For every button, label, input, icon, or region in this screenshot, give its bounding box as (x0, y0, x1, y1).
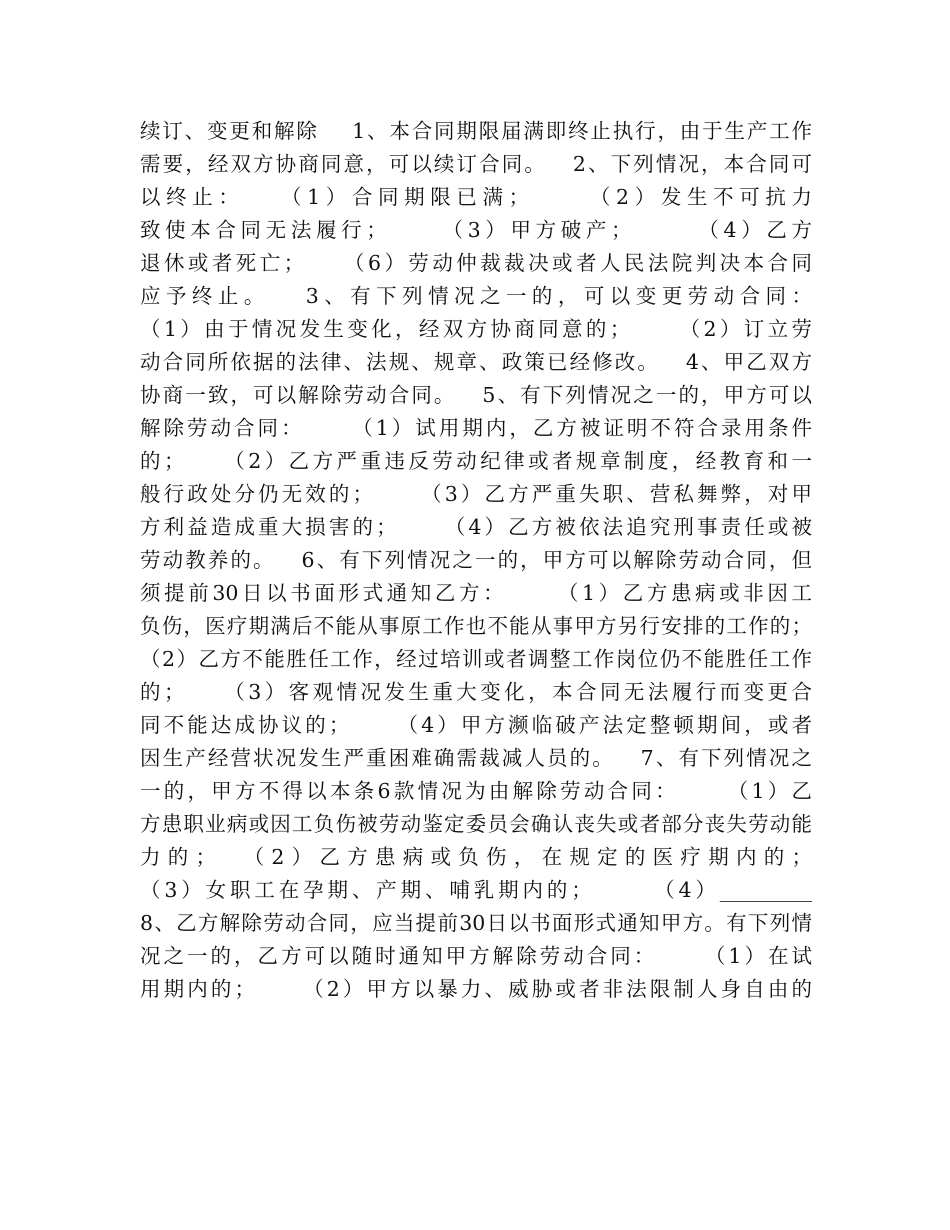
text-line: 续订、变更和解除 1、本合同期限届满即终止执行，由于生产工作 (140, 119, 812, 143)
text-line: 力的； （2）乙方患病或负伤，在规定的医疗期内的； (140, 845, 812, 869)
text-line: 动合同所依据的法律、法规、规章、政策已经修改。 4、甲乙双方 (140, 350, 812, 374)
text-line: 协商一致，可以解除劳动合同。 5、有下列情况之一的，甲方可以 (140, 383, 812, 407)
text-line: 退休或者死亡； （6）劳动仲裁裁决或者人民法院判决本合同 (140, 251, 812, 275)
text-line: 的； （3）客观情况发生重大变化，本合同无法履行而变更合 (140, 680, 812, 704)
text-line: （3）女职工在孕期、产期、哺乳期内的； （4）_________ (140, 878, 812, 902)
text-line: 的； （2）乙方严重违反劳动纪律或者规章制度，经教育和一 (140, 449, 812, 473)
text-line: 劳动教养的。 6、有下列情况之一的，甲方可以解除劳动合同，但 (140, 548, 812, 572)
text-line: 8、乙方解除劳动合同，应当提前30日以书面形式通知甲方。有下列情 (140, 911, 812, 935)
text-line: 方患职业病或因工负伤被劳动鉴定委员会确认丧失或者部分丧失劳动能 (140, 812, 812, 836)
text-line: 一的，甲方不得以本条6款情况为由解除劳动合同： （1）乙 (140, 779, 812, 803)
text-line: 解除劳动合同： （1）试用期内，乙方被证明不符合录用条件 (140, 416, 812, 440)
text-line: 况之一的，乙方可以随时通知甲方解除劳动合同： （1）在试 (140, 944, 812, 968)
text-line: 致使本合同无法履行； （3）甲方破产； （4）乙方 (140, 218, 812, 242)
text-line: 般行政处分仍无效的； （3）乙方严重失职、营私舞弊，对甲 (140, 482, 812, 506)
text-line: 负伤，医疗期满后不能从事原工作也不能从事甲方另行安排的工作的； (140, 614, 812, 638)
text-line: 以终止： （1）合同期限已满； （2）发生不可抗力 (140, 185, 812, 209)
text-line: （2）乙方不能胜任工作，经过培训或者调整工作岗位仍不能胜任工作 (140, 647, 812, 671)
text-line: 需要，经双方协商同意，可以续订合同。 2、下列情况，本合同可 (140, 152, 812, 176)
text-line: （1）由于情况发生变化，经双方协商同意的； （2）订立劳 (140, 317, 812, 341)
text-line: 应予终止。 3、有下列情况之一的，可以变更劳动合同： (140, 284, 812, 308)
text-line: 用期内的； （2）甲方以暴力、威胁或者非法限制人身自由的 (140, 977, 812, 1001)
text-line: 方利益造成重大损害的； （4）乙方被依法追究刑事责任或被 (140, 515, 812, 539)
text-line: 同不能达成协议的； （4）甲方濒临破产法定整顿期间，或者 (140, 713, 812, 737)
contract-text-body (140, 115, 812, 1006)
text-line: 须提前30日以书面形式通知乙方： （1）乙方患病或非因工 (140, 581, 812, 605)
text-line: 因生产经营状况发生严重困难确需裁减人员的。 7、有下列情况之 (140, 746, 812, 770)
